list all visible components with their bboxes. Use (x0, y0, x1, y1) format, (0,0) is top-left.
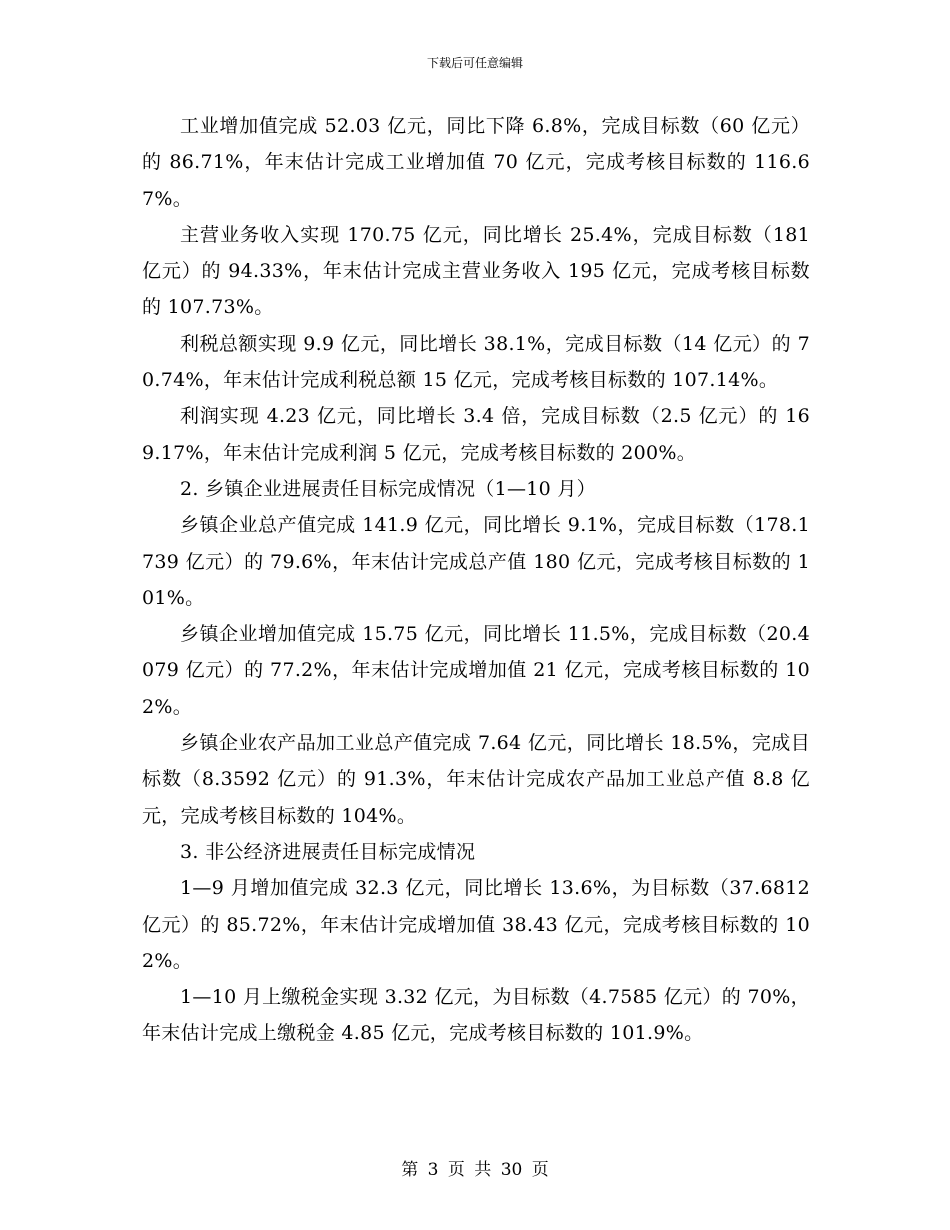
page-number-footer: 第 3 页 共 30 页 (401, 1160, 549, 1180)
paragraph-township-agri-processing: 乡镇企业农产品加工业总产值完成 7.64 亿元，同比增长 18.5%，完成目标数（8.3592 亿元）的 91.3%，年末估计完成农产品加工业总产值 8.8 亿元，完成考核目标数的 104%。 (142, 732, 810, 827)
paragraph-profit: 利润实现 4.23 亿元，同比增长 3.4 倍，完成目标数（2.5 亿元）的 169.17%，年末估计完成利润 5 亿元，完成考核目标数的 200%。 (142, 405, 810, 464)
paragraph-industrial-added-value: 工业增加值完成 52.03 亿元，同比下降 6.8%，完成目标数（60 亿元）的 86.71%，年末估计完成工业增加值 70 亿元，完成考核目标数的 116.67%。 (142, 115, 810, 210)
paragraph-township-output: 乡镇企业总产值完成 141.9 亿元，同比增长 9.1%，完成目标数（178.1739 亿元）的 79.6%，年末估计完成总产值 180 亿元，完成考核目标数的 101%。 (142, 514, 810, 609)
paragraph-township-added-value: 乡镇企业增加值完成 15.75 亿元，同比增长 11.5%，完成目标数（20.4079 亿元）的 77.2%，年末估计完成增加值 21 亿元，完成考核目标数的 102%。 (142, 623, 810, 718)
header-note: 下载后可任意编辑 (426, 56, 523, 70)
paragraph-main-business-revenue: 主营业务收入实现 170.75 亿元，同比增长 25.4%，完成目标数（181 亿元）的 94.33%，年末估计完成主营业务收入 195 亿元，完成考核目标数的 107.73%。 (142, 223, 810, 319)
document-body (142, 108, 810, 1052)
paragraph-non-public-taxes: 1—10 月上缴税金实现 3.32 亿元，为目标数（4.7585 亿元）的 70%，年末估计完成上缴税金 4.85 亿元，完成考核目标数的 101.9%。 (142, 986, 810, 1045)
section-heading-township-enterprises: 2. 乡镇企业进展责任目标完成情况（1—10 月） (180, 477, 596, 500)
paragraph-total-profit-tax: 利税总额实现 9.9 亿元，同比增长 38.1%，完成目标数（14 亿元）的 70.74%，年末估计完成利税总额 15 亿元，完成考核目标数的 107.14%。 (142, 332, 810, 392)
paragraph-non-public-added-value: 1—9 月增加值完成 32.3 亿元，同比增长 13.6%，为目标数（37.6812 亿元）的 85.72%，年末估计完成增加值 38.43 亿元，完成考核目标数的 102%。 (142, 877, 810, 972)
section-heading-non-public-economy: 3. 非公经济进展责任目标完成情况 (180, 840, 476, 863)
